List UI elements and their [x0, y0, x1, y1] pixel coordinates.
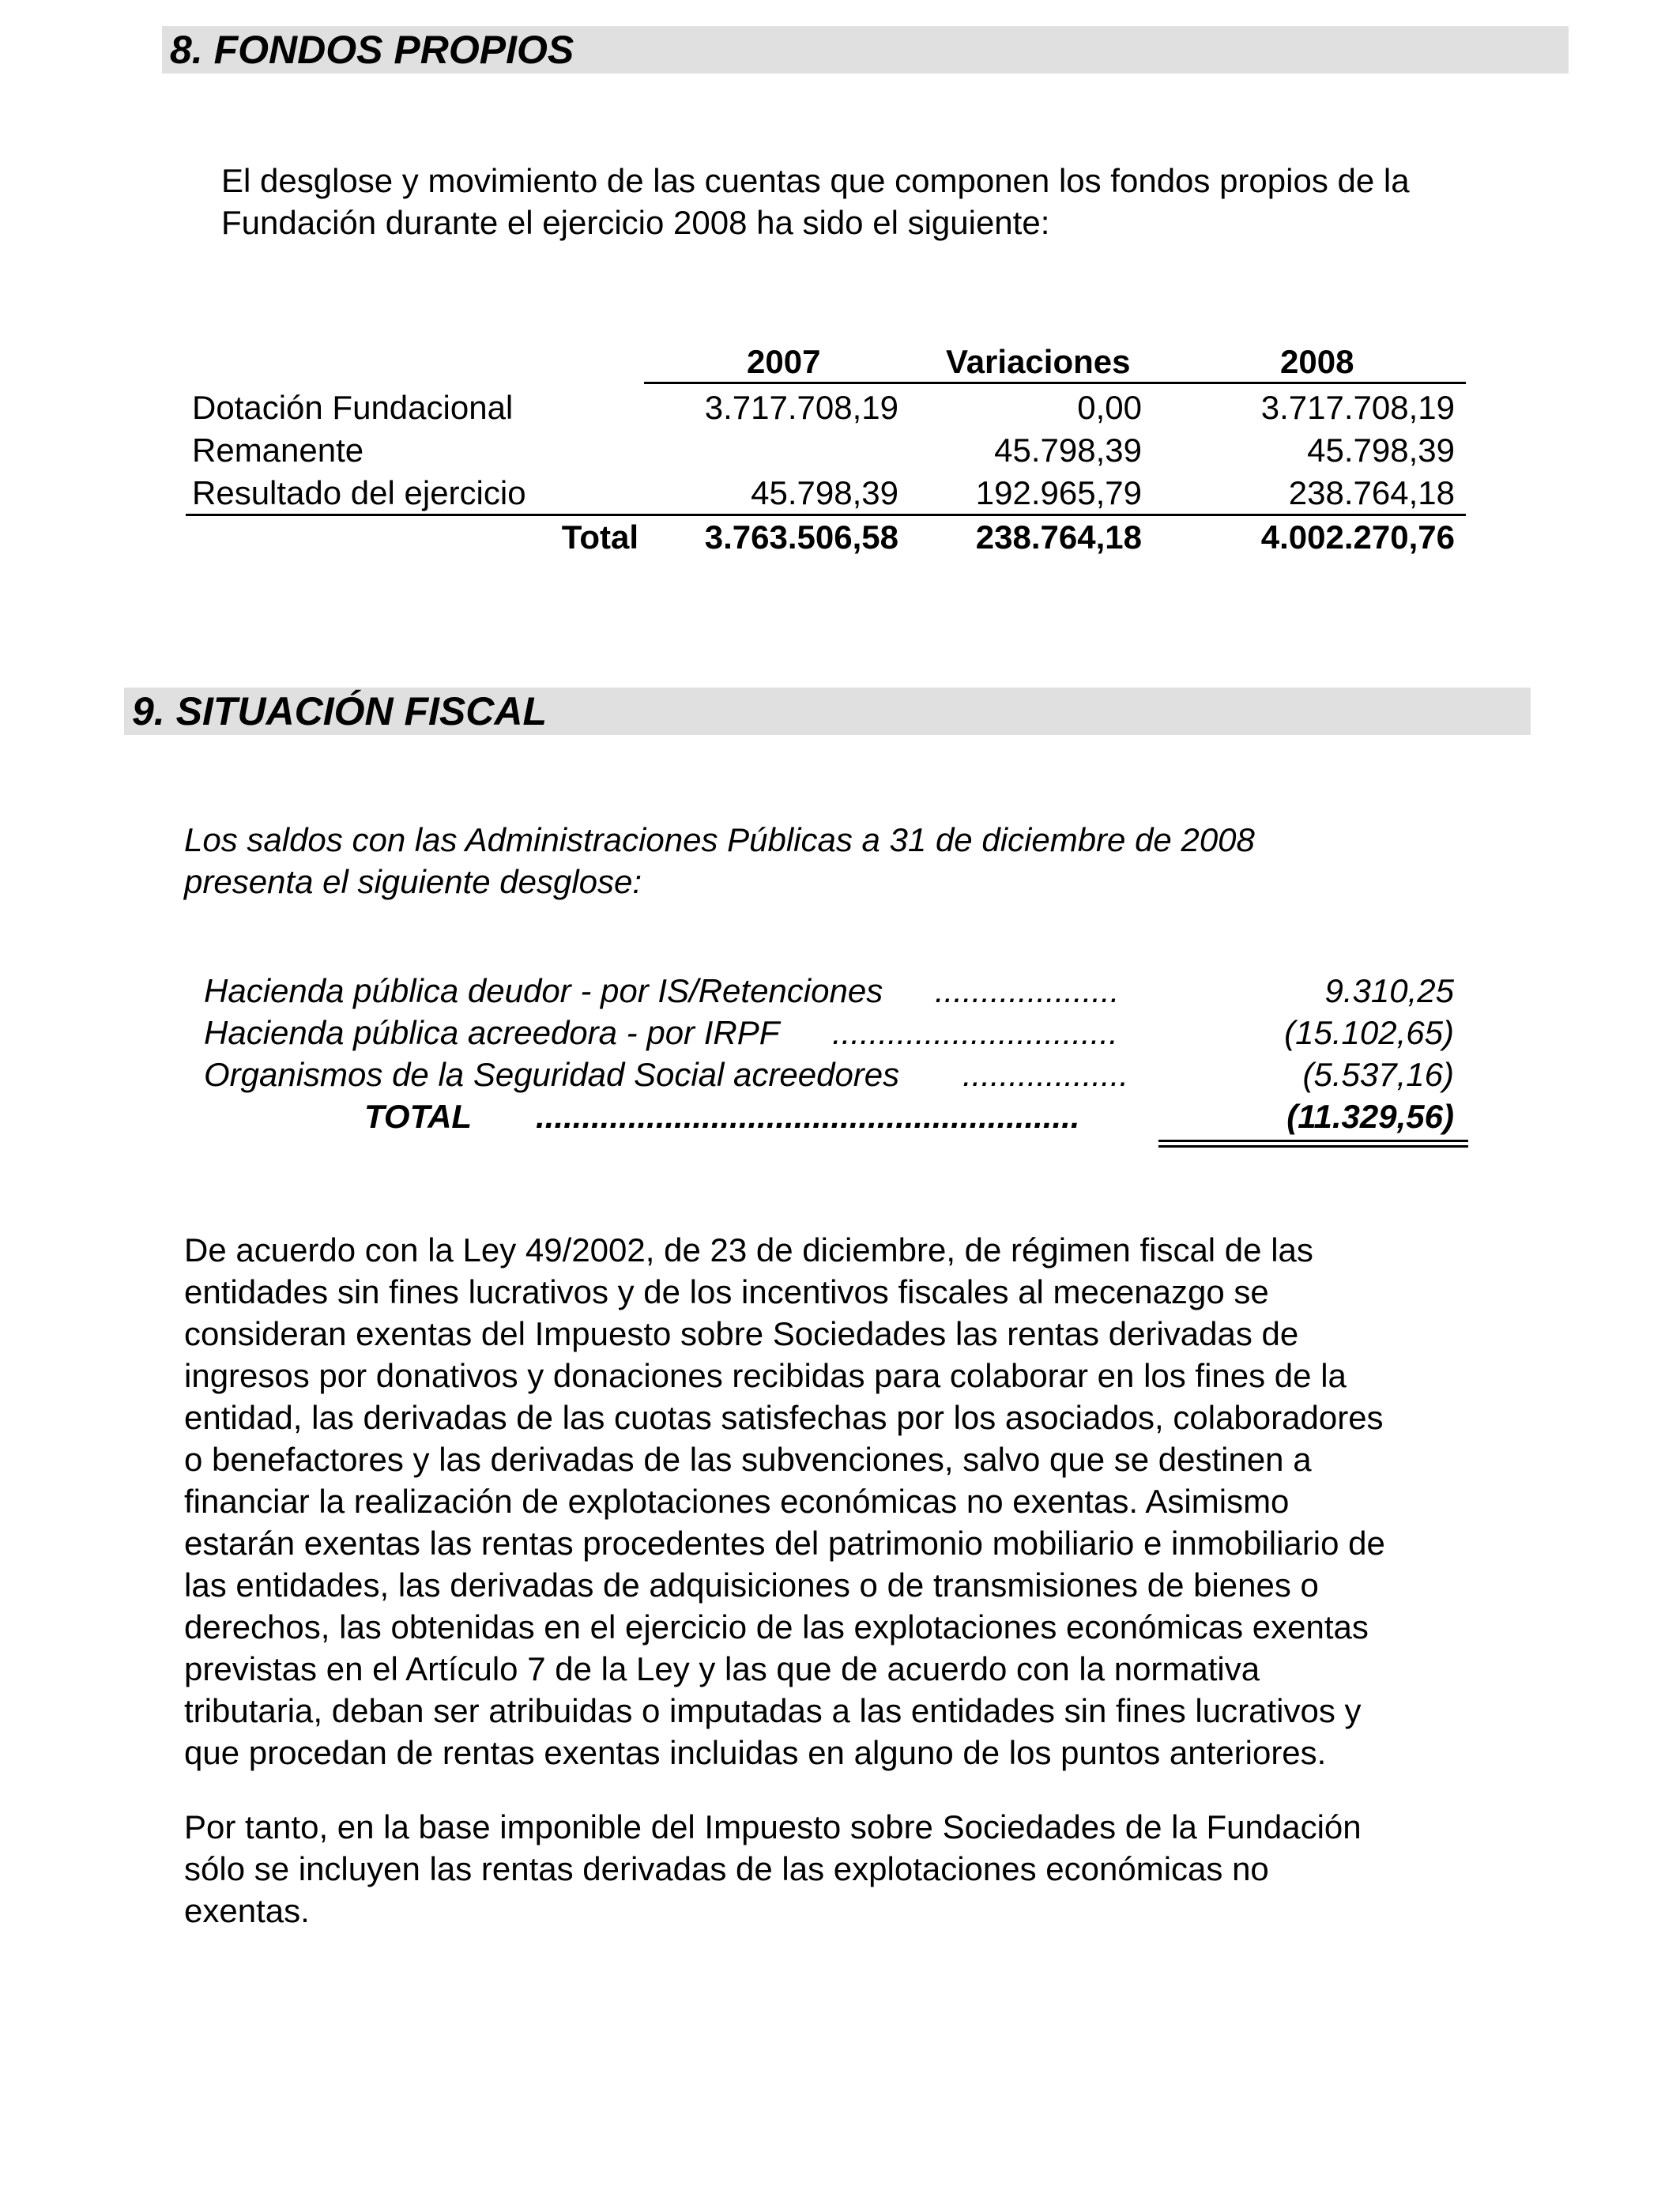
paragraph-line: derechos, las obtenidas en el ejercicio de las explotaciones económicas exentas: [184, 1608, 1369, 1646]
header-2008: 2008: [1280, 343, 1354, 380]
fiscal-paragraph-1: [184, 1229, 1484, 1774]
row-variaciones: 45.798,39: [994, 432, 1142, 469]
table-row: [186, 428, 1466, 473]
total-variaciones: 238.764,18: [975, 518, 1142, 556]
paragraph-line: financiar la realización de explotaciones económicas no exentas. Asimismo: [184, 1483, 1290, 1520]
list-item: [204, 970, 1468, 1012]
row-label: Resultado del ejercicio: [192, 474, 526, 511]
section-8-intro: [221, 160, 1580, 243]
paragraph-line: estarán exentas las rentas procedentes del patrimonio mobiliario e inmobiliario de: [184, 1525, 1385, 1562]
total-2008: 4.002.270,76: [1260, 518, 1455, 556]
row-2008: 3.717.708,19: [1260, 389, 1455, 426]
total-double-underline-2: [1158, 1145, 1468, 1148]
fiscal-paragraph-2: [184, 1806, 1484, 1932]
table-header-row: [186, 340, 1466, 384]
paragraph-line: previstas en el Artículo 7 de la Ley y las que de acuerdo con la normativa: [184, 1650, 1260, 1687]
total-label: Total: [561, 518, 638, 556]
paragraph-line: las entidades, las derivadas de adquisiciones o de transmisiones de bienes o: [184, 1566, 1319, 1604]
row-2007: 3.717.708,19: [704, 389, 898, 426]
paragraph-line: entidades sin fines lucrativos y de los incentivos fiscales al mecenazgo se: [184, 1273, 1269, 1310]
total-double-underline-1: [1158, 1140, 1468, 1142]
table-row: [186, 386, 1466, 430]
row-2008: 238.764,18: [1288, 474, 1455, 511]
paragraph-line: sólo se incluyen las rentas derivadas de las explotaciones económicas no: [184, 1850, 1269, 1887]
paragraph-line: tributaria, deban ser atribuidas o imputadas a las entidades sin fines lucrativos y: [184, 1692, 1362, 1729]
total-label: TOTAL: [364, 1098, 473, 1135]
list-item: [204, 1054, 1468, 1095]
paragraph-line: exentas.: [184, 1892, 310, 1929]
intro-line: Los saldos con las Administraciones Públicas a 31 de diciembre de 2008: [184, 821, 1255, 858]
total-2007: 3.763.506,58: [704, 518, 898, 556]
leader-dots: ...........................................................: [536, 1098, 1080, 1135]
paragraph-line: o benefactores y las derivadas de las subvenciones, salvo que se destinen a: [184, 1441, 1312, 1478]
list-item: [204, 1012, 1468, 1054]
section-9-heading: 9. SITUACIÓN FISCAL: [124, 688, 1531, 735]
row-2007: 45.798,39: [751, 474, 898, 511]
row-label: Dotación Fundacional: [192, 389, 514, 426]
leader-dots: ...............................: [832, 1014, 1118, 1051]
list-total: [204, 1095, 1468, 1137]
intro-line: Fundación durante el ejercicio 2008 ha sido el siguiente:: [221, 204, 1050, 241]
leader-dots: ..................: [962, 1056, 1129, 1093]
row-2008: 45.798,39: [1307, 432, 1455, 469]
row-variaciones: 192.965,79: [975, 474, 1142, 511]
item-amount: (15.102,65): [1284, 1014, 1454, 1051]
header-underline: [644, 382, 1466, 384]
intro-line: presenta el siguiente desglose:: [184, 863, 642, 900]
item-amount: (5.537,16): [1302, 1056, 1454, 1093]
intro-line: El desglose y movimiento de las cuentas que componen los fondos propios de la: [221, 162, 1410, 199]
fiscal-balances-list: [204, 970, 1468, 1152]
item-amount: 9.310,25: [1324, 972, 1454, 1009]
paragraph-line: que procedan de rentas exentas incluidas en alguno de los puntos anteriores.: [184, 1734, 1327, 1771]
paragraph-line: ingresos por donativos y donaciones recibidas para colaborar en los fines de la: [184, 1357, 1347, 1394]
table-total-row: [186, 515, 1466, 560]
section-8-heading: 8. FONDOS PROPIOS: [162, 26, 1569, 74]
paragraph-line: consideran exentas del Impuesto sobre Sociedades las rentas derivadas de: [184, 1315, 1299, 1352]
section-9-intro: [184, 819, 1527, 903]
row-variaciones: 0,00: [1077, 389, 1142, 426]
paragraph-line: Por tanto, en la base imponible del Impuesto sobre Sociedades de la Fundación: [184, 1808, 1362, 1845]
header-variaciones: Variaciones: [946, 343, 1131, 380]
paragraph-line: entidad, las derivadas de las cuotas satisfechas por los asociados, colaboradores: [184, 1399, 1384, 1436]
fondos-propios-table: [186, 340, 1466, 569]
total-amount: (11.329,56): [1286, 1098, 1454, 1135]
item-label: Hacienda pública deudor - por IS/Retenciones: [204, 972, 883, 1009]
row-label: Remanente: [192, 432, 364, 469]
item-label: Hacienda pública acreedora - por IRPF: [204, 1014, 780, 1051]
leader-dots: ....................: [935, 972, 1120, 1009]
table-row: [186, 471, 1466, 515]
paragraph-line: De acuerdo con la Ley 49/2002, de 23 de diciembre, de régimen fiscal de las: [184, 1231, 1313, 1269]
header-2007: 2007: [747, 343, 821, 380]
item-label: Organismos de la Seguridad Social acreedores: [204, 1056, 900, 1093]
